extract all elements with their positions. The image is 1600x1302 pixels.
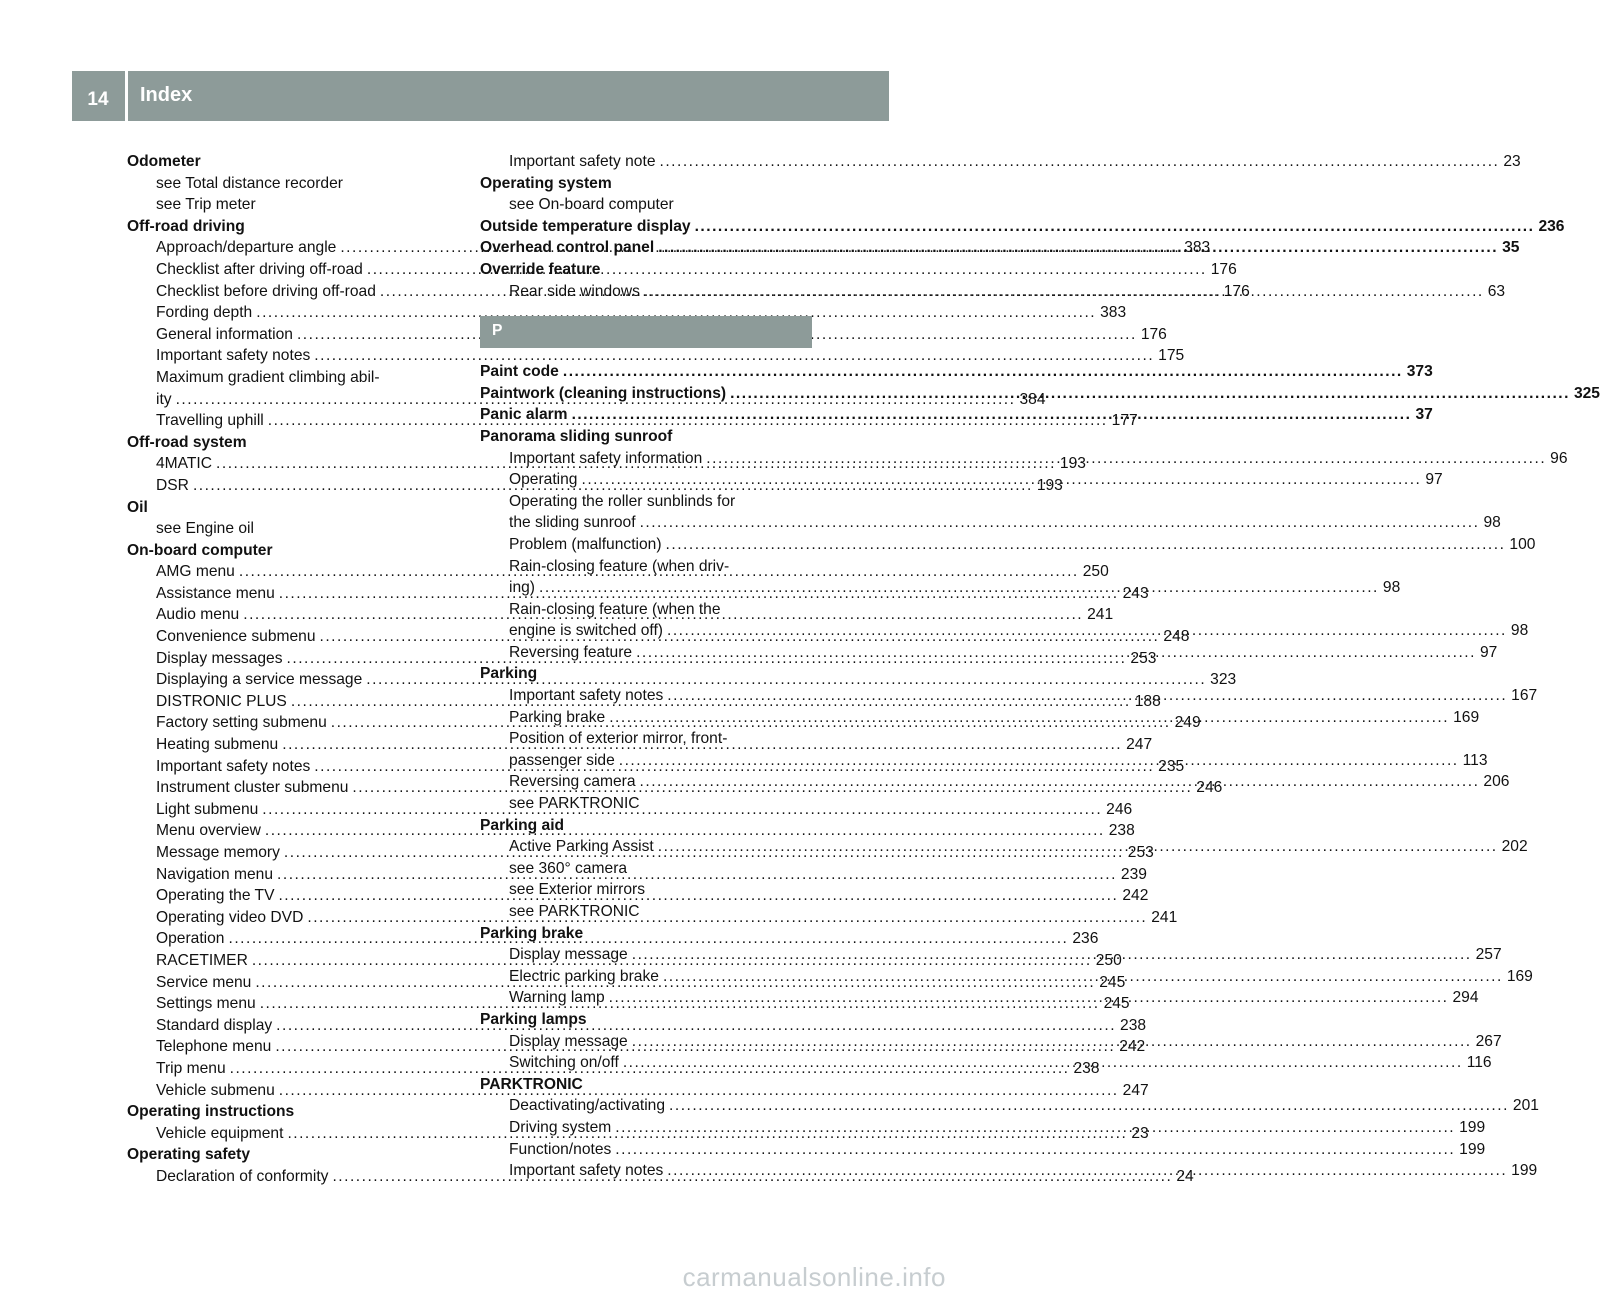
page-reference[interactable]: 253 [1127, 844, 1154, 861]
entry-label: Important safety notes [509, 687, 664, 705]
entry-label: Checklist before driving off-road [156, 282, 376, 300]
page-reference[interactable]: 116 [1466, 1054, 1492, 1072]
page-reference[interactable]: 188 [1134, 692, 1161, 710]
dot-leader [640, 512, 1480, 534]
page-reference[interactable]: 98 [1510, 622, 1529, 640]
page-reference[interactable]: 236 [1538, 217, 1565, 235]
entry-label: On-board computer [127, 541, 273, 559]
entry-label: Menu overview [156, 822, 261, 840]
index-subentry [480, 879, 812, 901]
index-heading [480, 1009, 812, 1031]
entry-label: Active Parking Assist [509, 838, 654, 856]
dot-leader [640, 771, 1480, 793]
entry-label: Vehicle submenu [156, 1081, 275, 1099]
entry-label: see Trip meter [156, 196, 256, 214]
index-subentry [127, 302, 1127, 324]
index-heading [127, 1144, 459, 1166]
page-reference[interactable]: 250 [1095, 951, 1122, 969]
entry-label: Reversing feature [509, 643, 633, 661]
index-heading [480, 815, 812, 837]
entry-label: ing) [509, 579, 536, 597]
page-reference[interactable]: 236 [1072, 930, 1099, 948]
page-reference[interactable]: 167 [1511, 687, 1538, 705]
entry-label: Important safety notes [156, 757, 311, 775]
entry-label: Problem (malfunction) [509, 535, 662, 553]
page-reference[interactable]: 267 [1475, 1032, 1502, 1050]
index-subentry [127, 518, 459, 540]
dot-leader [623, 1052, 1463, 1074]
page-reference[interactable]: 169 [1506, 967, 1533, 985]
entry-label: Important safety notes [509, 1162, 664, 1180]
dot-leader [730, 383, 1570, 405]
dot-leader [658, 836, 1498, 858]
entry-label: Oil [127, 498, 148, 516]
index-subentry [480, 1139, 1486, 1161]
index-heading [480, 1074, 812, 1096]
index-heading [127, 540, 459, 562]
page-reference[interactable]: 98 [1382, 579, 1401, 597]
index-subentry [480, 194, 812, 216]
page-reference[interactable]: 247 [1126, 736, 1153, 754]
index-subentry [480, 1095, 1539, 1117]
entry-label: Parking [480, 665, 538, 683]
entry-label: Off-road system [127, 433, 247, 451]
page-reference[interactable]: 63 [1487, 282, 1506, 300]
entry-label: Rear side windows [509, 282, 640, 300]
entry-label: passenger side [509, 751, 615, 769]
index-heading [480, 663, 812, 685]
page-reference[interactable]: 325 [1573, 384, 1600, 402]
page-reference[interactable]: 169 [1453, 708, 1480, 726]
entry-label: Display message [509, 1032, 628, 1050]
page-reference[interactable]: 373 [1406, 363, 1433, 381]
index-heading [127, 1101, 459, 1123]
entry-label: Navigation menu [156, 865, 274, 883]
dot-leader [609, 987, 1449, 1009]
page-reference[interactable]: 193 [1059, 455, 1086, 473]
page-reference[interactable]: 199 [1459, 1118, 1486, 1136]
entry-label: Rain-closing feature (when driv- [509, 557, 730, 575]
entry-label: Operating system [480, 174, 612, 192]
entry-label: Displaying a service message [156, 671, 363, 689]
page-reference[interactable]: 199 [1459, 1140, 1486, 1158]
page-header [72, 71, 889, 121]
entry-label: Display message [509, 946, 628, 964]
dot-leader [572, 404, 1412, 426]
entry-label: ity [156, 390, 172, 408]
index-subentry [480, 491, 812, 513]
page-reference[interactable]: 97 [1479, 643, 1498, 661]
index-heading [480, 259, 812, 281]
index-heading [480, 426, 812, 448]
entry-label: see On-board computer [509, 196, 674, 214]
dot-leader [619, 750, 1459, 772]
page-reference[interactable]: 23 [1503, 153, 1521, 170]
entry-label: see Total distance recorder [156, 174, 343, 192]
entry-label: DISTRONIC PLUS [156, 692, 287, 710]
page-reference[interactable]: 383 [1100, 304, 1127, 322]
section-title: Index [140, 83, 193, 106]
entry-label: 4MATIC [156, 455, 213, 473]
entry-label: Travelling uphill [156, 412, 264, 430]
page-reference[interactable]: 176 [1223, 282, 1250, 300]
entry-label: Convenience submenu [156, 628, 316, 646]
entry-label: Instrument cluster submenu [156, 779, 349, 797]
entry-label: Off-road driving [127, 217, 245, 235]
page-reference[interactable]: 247 [1122, 1081, 1149, 1099]
page-reference[interactable]: 97 [1425, 471, 1443, 489]
page-reference[interactable]: 238 [1120, 1016, 1147, 1034]
dot-leader [667, 685, 1507, 707]
index-subentry [480, 534, 1536, 556]
entry-label: Position of exterior mirror, front- [509, 730, 728, 748]
page-reference[interactable]: 193 [1036, 476, 1063, 494]
entry-label: Trip menu [156, 1059, 226, 1077]
page-reference[interactable]: 245 [1099, 973, 1126, 991]
page-reference[interactable]: 37 [1415, 406, 1433, 424]
page-reference[interactable]: 242 [1122, 887, 1149, 905]
entry-label: Operating the TV [156, 887, 275, 905]
entry-label: Driving system [509, 1118, 612, 1136]
entry-label: Important safety information [509, 449, 703, 467]
index-subentry [480, 556, 812, 578]
entry-label: Display messages [156, 649, 283, 667]
entry-label: Audio menu [156, 606, 240, 624]
page-reference[interactable]: 246 [1106, 800, 1133, 818]
index-subentry [480, 728, 812, 750]
page-reference[interactable]: 239 [1120, 865, 1147, 883]
index-heading [480, 361, 1433, 383]
page-reference[interactable]: 199 [1511, 1162, 1538, 1180]
entry-label: Paint code [480, 363, 559, 381]
page-number: 14 [87, 89, 109, 110]
dot-leader [581, 469, 1421, 491]
page-reference[interactable]: 235 [1158, 757, 1185, 775]
index-heading [127, 151, 459, 173]
page-reference[interactable]: 98 [1483, 514, 1501, 532]
index-subentry [127, 345, 1185, 367]
page-reference[interactable]: 202 [1501, 838, 1528, 856]
entry-label: the sliding sunroof [509, 514, 636, 532]
page-reference[interactable]: 176 [1210, 260, 1237, 278]
entry-label: Parking lamps [480, 1010, 587, 1028]
dot-leader [660, 151, 1500, 173]
dot-leader [667, 620, 1507, 642]
entry-label: Operating video DVD [156, 908, 304, 926]
entry-label: Checklist after driving off-road [156, 260, 363, 278]
page-reference[interactable]: 238 [1073, 1059, 1100, 1077]
entry-label: Fording depth [156, 304, 253, 322]
entry-label: Switching on/off [509, 1054, 619, 1072]
entry-label: Panorama sliding sunroof [480, 427, 673, 445]
index-subentry [480, 512, 1501, 534]
dot-leader [563, 361, 1403, 383]
entry-label: Light submenu [156, 800, 259, 818]
entry-label: Odometer [127, 153, 201, 170]
page-reference[interactable]: 243 [1122, 584, 1149, 602]
page-reference[interactable]: 242 [1119, 1038, 1146, 1056]
dot-leader [644, 281, 1484, 303]
entry-label: see PARKTRONIC [509, 903, 640, 920]
entry-label: Assistance menu [156, 584, 275, 602]
header-divider [125, 71, 128, 121]
entry-label: Panic alarm [480, 406, 568, 424]
dot-leader [666, 534, 1506, 556]
entry-label: see 360° camera [509, 859, 628, 877]
page-reference[interactable]: 96 [1550, 449, 1568, 467]
index-subentry [127, 367, 459, 389]
entry-label: Vehicle equipment [156, 1124, 284, 1142]
page-reference[interactable]: 175 [1158, 347, 1185, 365]
page-reference[interactable]: 249 [1174, 714, 1201, 732]
entry-label: Telephone menu [156, 1038, 272, 1056]
entry-label: Warning lamp [509, 989, 605, 1007]
page-reference[interactable]: 100 [1509, 535, 1536, 553]
dot-leader [615, 1139, 1455, 1161]
index-subentry [480, 793, 812, 815]
entry-label: Outside temperature display [480, 217, 691, 235]
entry-label: Operating the roller sunblinds for [509, 492, 736, 510]
page-reference[interactable]: 257 [1475, 946, 1502, 964]
dot-leader [539, 577, 1379, 599]
page-reference[interactable]: 241 [1087, 606, 1114, 624]
page-reference[interactable]: 246 [1196, 779, 1223, 797]
dot-leader [669, 1095, 1509, 1117]
page-reference[interactable]: 176 [1140, 325, 1167, 343]
page-reference[interactable]: 23 [1131, 1124, 1149, 1142]
entry-label: Override feature [480, 260, 601, 278]
footer-watermark: carmanualsonline.info [682, 1262, 946, 1292]
page-reference[interactable]: 201 [1512, 1097, 1539, 1115]
index-subentry [127, 324, 1167, 346]
entry-label: Parking brake [509, 708, 606, 726]
entry-label: Standard display [156, 1016, 273, 1034]
entry-label: DSR [156, 476, 189, 494]
dot-leader [632, 1031, 1472, 1053]
entry-label: Important safety note [509, 153, 656, 170]
page-reference[interactable]: 238 [1108, 822, 1135, 840]
page-reference[interactable]: 241 [1151, 908, 1178, 926]
index-heading [480, 173, 812, 195]
index-subentry [480, 858, 812, 880]
entry-label: Declaration of conformity [156, 1167, 329, 1185]
entry-label: Message memory [156, 844, 280, 861]
entry-label: Operating instructions [127, 1103, 295, 1121]
entry-label: engine is switched off) [509, 622, 664, 640]
entry-label: Function/notes [509, 1140, 612, 1158]
dot-leader [695, 216, 1535, 238]
entry-label: see Exterior mirrors [509, 881, 646, 899]
entry-label: Paintwork (cleaning instructions) [480, 384, 727, 402]
dot-leader [632, 944, 1472, 966]
index-subentry [480, 901, 812, 923]
dot-leader [636, 642, 1476, 664]
index-subentry [480, 151, 1521, 173]
dot-leader [667, 1160, 1507, 1182]
page-reference[interactable]: 177 [1111, 412, 1138, 430]
index-heading [127, 432, 459, 454]
entry-label: AMG menu [156, 563, 235, 581]
index-heading [127, 216, 459, 238]
entry-label: Rain-closing feature (when the [509, 600, 721, 618]
index-heading [480, 923, 812, 945]
page-reference[interactable]: 253 [1130, 649, 1157, 667]
entry-label: Operation [156, 930, 225, 948]
entry-label: see Engine oil [156, 520, 254, 538]
page-reference[interactable]: 113 [1462, 751, 1488, 769]
entry-label: RACETIMER [156, 951, 248, 969]
page-reference[interactable]: 383 [1184, 239, 1211, 257]
entry-label: Service menu [156, 973, 252, 991]
entry-label: Important safety notes [156, 347, 311, 365]
entry-label: Operating safety [127, 1146, 251, 1164]
page-reference[interactable]: 35 [1502, 239, 1520, 257]
dot-leader [663, 966, 1503, 988]
entry-label: Heating submenu [156, 736, 279, 754]
index-heading [127, 497, 459, 519]
entry-label: Operating [509, 471, 578, 489]
entry-label: Reversing camera [509, 773, 636, 791]
dot-leader [615, 1117, 1455, 1139]
entry-label: Settings menu [156, 995, 256, 1013]
page-reference[interactable]: 323 [1210, 671, 1237, 689]
index-heading [480, 216, 1565, 238]
entry-label: General information [156, 325, 293, 343]
dot-leader [609, 707, 1449, 729]
index-letter-band: P [480, 316, 812, 348]
entry-label: Parking aid [480, 816, 565, 834]
index-subentry [480, 599, 812, 621]
page-reference[interactable]: 294 [1452, 989, 1479, 1007]
index-subentry [127, 173, 459, 195]
entry-label: Factory setting submenu [156, 714, 327, 732]
page-reference[interactable]: 206 [1483, 773, 1510, 791]
entry-label: Approach/departure angle [156, 239, 337, 257]
entry-label: Parking brake [480, 924, 584, 942]
page-reference[interactable]: 384 [1019, 390, 1046, 408]
entry-label: see PARKTRONIC [509, 795, 640, 813]
entry-label: Maximum gradient climbing abil- [156, 368, 380, 386]
dot-leader [706, 448, 1546, 470]
dot-leader [658, 237, 1498, 259]
page-reference[interactable]: 24 [1176, 1167, 1194, 1185]
index-subentry [127, 194, 459, 216]
page-reference[interactable]: 250 [1082, 563, 1109, 581]
entry-label: Deactivating/activating [509, 1097, 666, 1115]
page-reference[interactable]: 245 [1103, 995, 1130, 1013]
page-reference[interactable]: 248 [1163, 628, 1190, 646]
entry-label: Overhead control panel [480, 239, 655, 257]
entry-label: Electric parking brake [509, 967, 659, 985]
entry-label: PARKTRONIC [480, 1075, 583, 1093]
